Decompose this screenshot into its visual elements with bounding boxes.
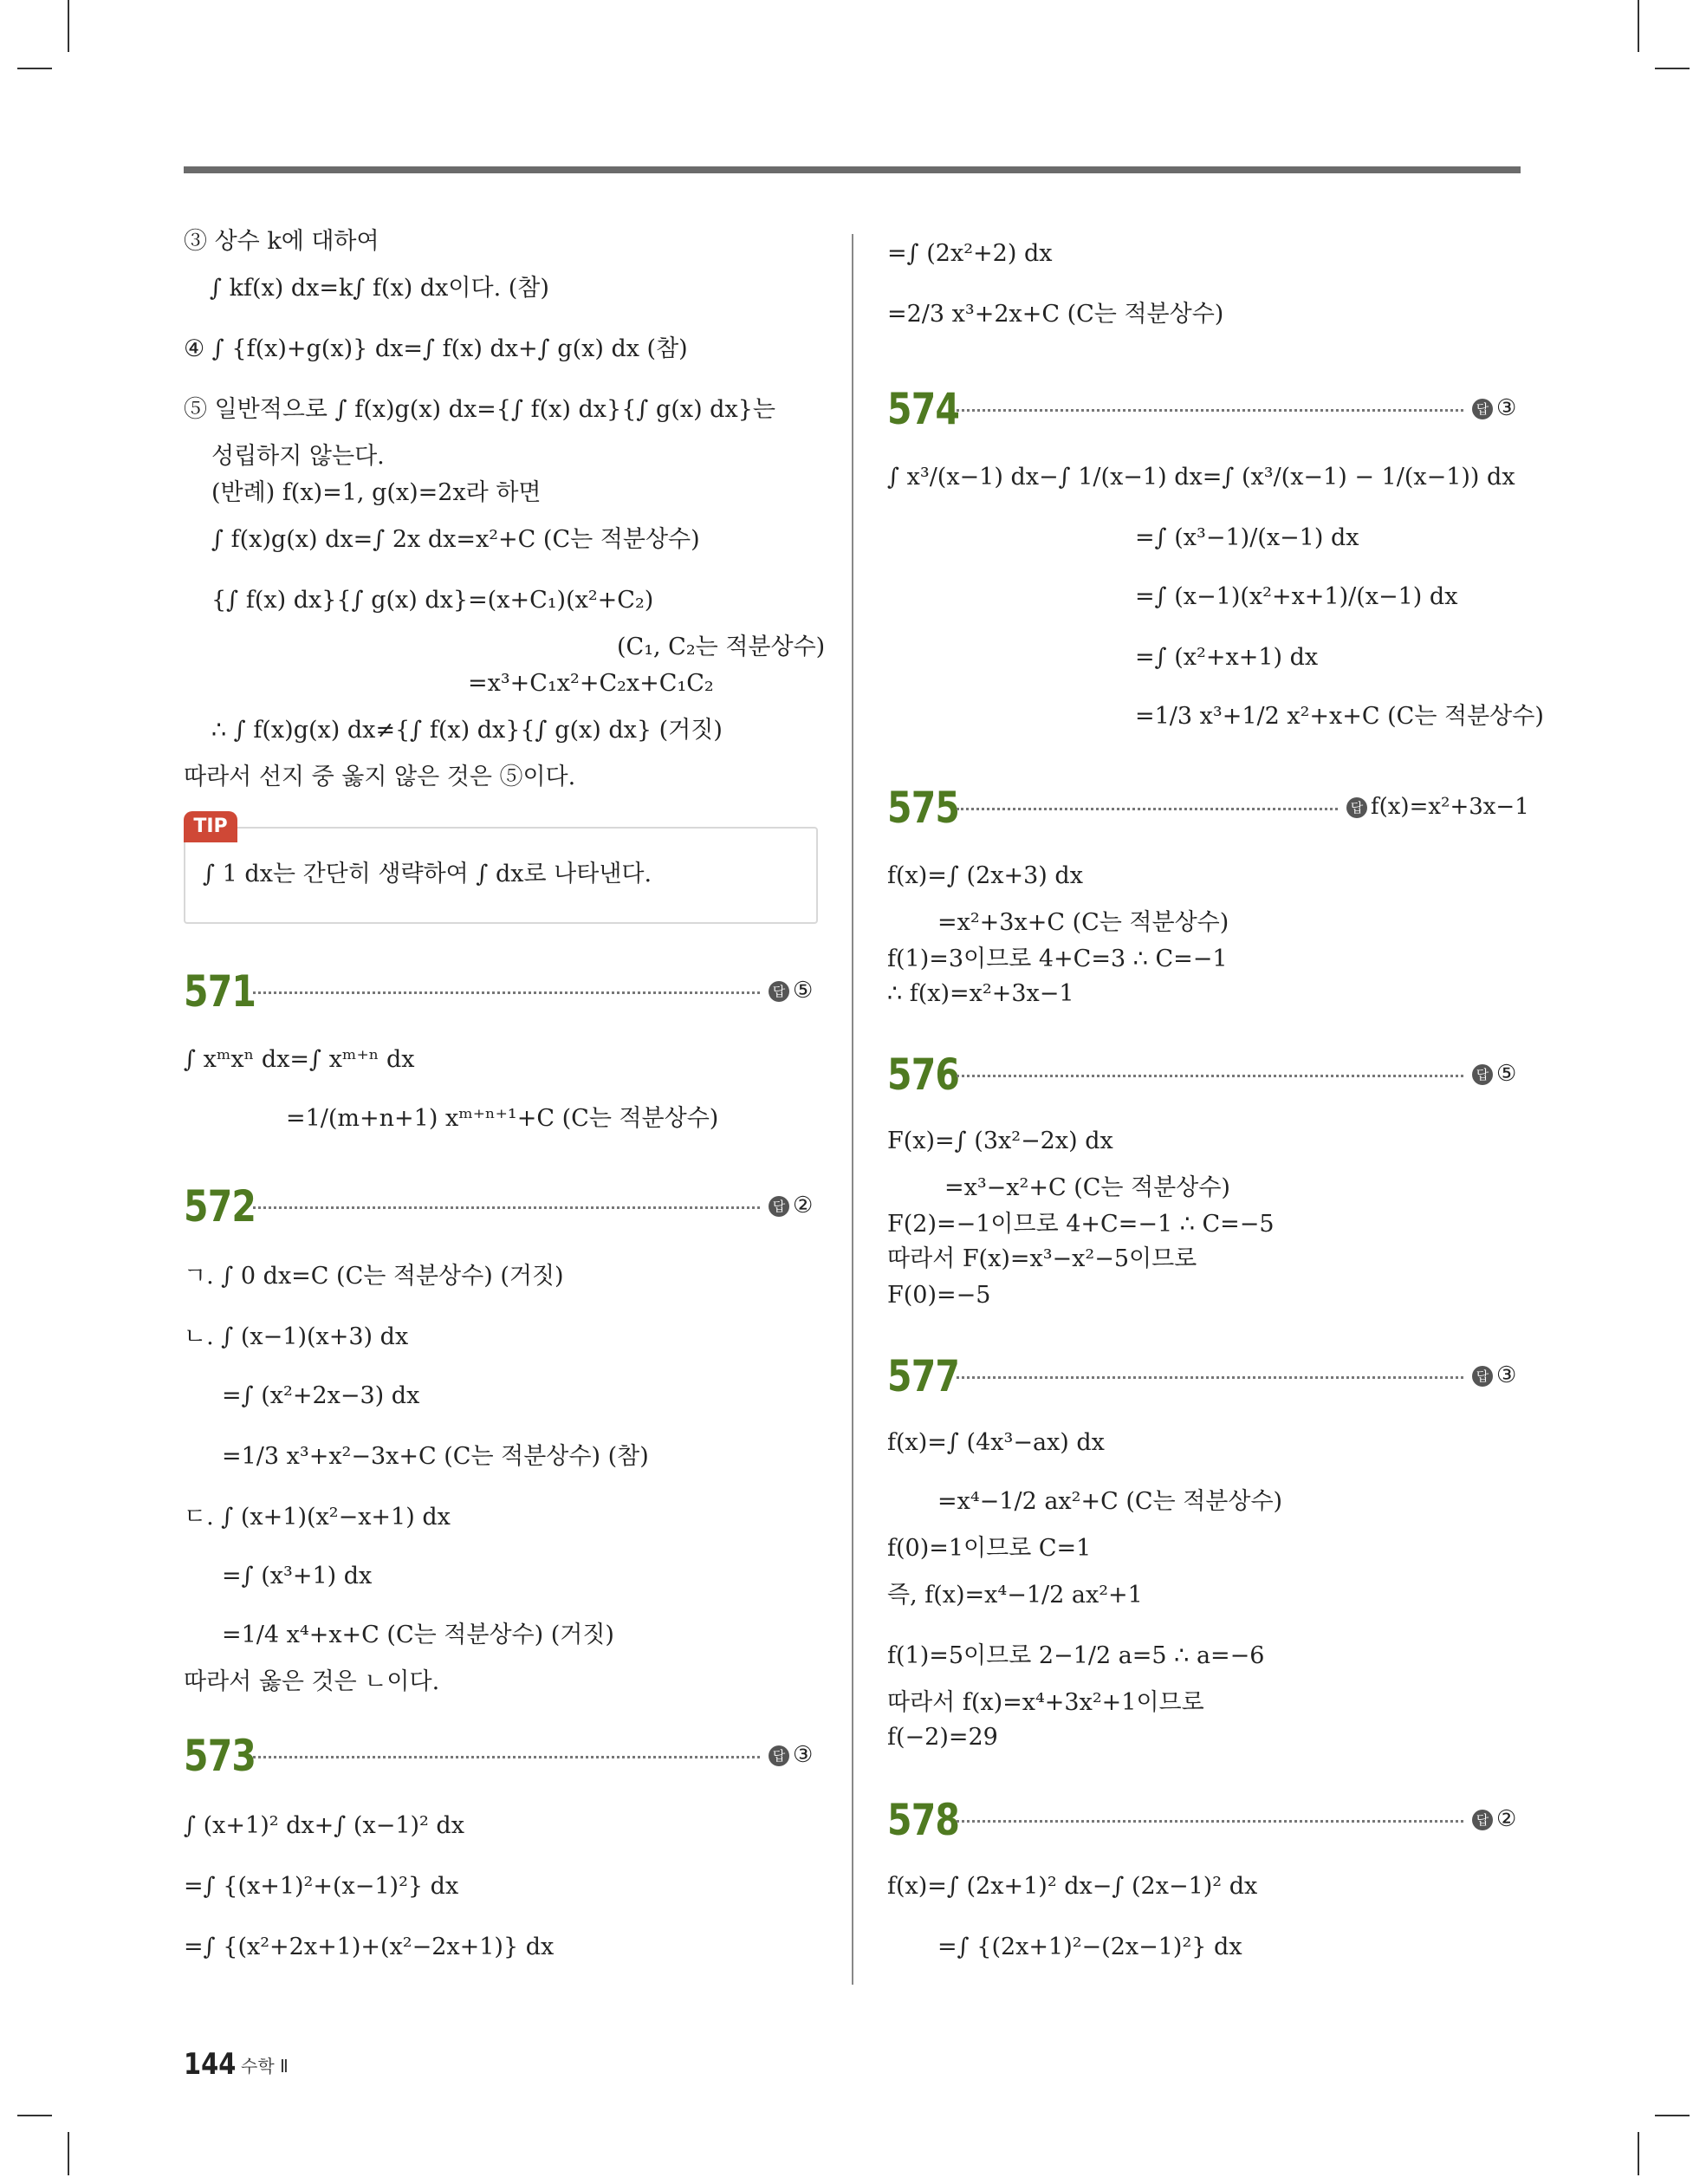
math-line: =∫ (2x²+2) dx bbox=[887, 240, 1053, 267]
answer-badge-icon: 답 bbox=[1472, 1366, 1493, 1387]
math-line: f(x)=∫ (4x³−ax) dx bbox=[887, 1429, 1105, 1456]
math-line: ∫ xᵐxⁿ dx=∫ xᵐ⁺ⁿ dx bbox=[184, 1046, 415, 1073]
problem-header-577 bbox=[887, 1350, 1521, 1402]
crop-mark bbox=[17, 2115, 52, 2116]
math-line: =x³+C₁x²+C₂x+C₁C₂ bbox=[468, 670, 714, 697]
math-line: ∫ x³/(x−1) dx−∫ 1/(x−1) dx=∫ (x³/(x−1) − 1/(x−1)) dx bbox=[887, 464, 1515, 491]
problem-header-576 bbox=[887, 1049, 1521, 1101]
answer-value: ⑤ bbox=[793, 978, 814, 1004]
text-line: ③ 상수 k에 대하여 bbox=[184, 228, 379, 255]
problem-number: 577 bbox=[887, 1351, 960, 1401]
crop-mark bbox=[1655, 2115, 1690, 2116]
tip-text: ∫ 1 dx는 간단히 생략하여 ∫ dx로 나타낸다. bbox=[203, 861, 652, 887]
dotted-leader bbox=[957, 409, 1463, 412]
header-rule bbox=[184, 166, 1521, 173]
answer-value: ③ bbox=[1496, 395, 1517, 421]
tip-box bbox=[184, 827, 818, 924]
math-line: 따라서 F(x)=x³−x²−5이므로 bbox=[887, 1245, 1197, 1272]
answer-value: ③ bbox=[793, 1742, 814, 1768]
math-line: ∴ f(x)=x²+3x−1 bbox=[887, 980, 1074, 1007]
math-line: ㄷ. ∫ (x+1)(x²−x+1) dx bbox=[184, 1504, 451, 1531]
math-line: F(x)=∫ (3x²−2x) dx bbox=[887, 1128, 1113, 1154]
crop-mark bbox=[1655, 68, 1690, 69]
answer-value: ② bbox=[1496, 1806, 1517, 1832]
answer-badge-icon: 답 bbox=[1472, 1810, 1493, 1830]
math-line: ④ ∫ {f(x)+g(x)} dx=∫ f(x) dx+∫ g(x) dx (참) bbox=[184, 335, 688, 362]
problem-number: 574 bbox=[887, 384, 960, 434]
answer-badge-icon: 답 bbox=[1472, 399, 1493, 419]
problem-header-574 bbox=[887, 383, 1521, 435]
answer-badge-icon: 답 bbox=[1346, 797, 1367, 818]
math-line: ⑤ 일반적으로 ∫ f(x)g(x) dx={∫ f(x) dx}{∫ g(x) dx}는 bbox=[184, 396, 775, 423]
math-line: ㄱ. ∫ 0 dx=C (C는 적분상수) (거짓) bbox=[184, 1263, 564, 1290]
answer-value: f(x)=x²+3x−1 bbox=[1371, 794, 1529, 820]
answer-label bbox=[1346, 792, 1529, 822]
crop-mark bbox=[68, 2132, 69, 2175]
dotted-leader bbox=[253, 1206, 760, 1209]
math-line: ∫ f(x)g(x) dx=∫ 2x dx=x²+C (C는 적분상수) bbox=[211, 526, 700, 553]
math-line: =2/3 x³+2x+C (C는 적분상수) bbox=[887, 301, 1224, 328]
math-line: f(0)=1이므로 C=1 bbox=[887, 1535, 1092, 1562]
problem-header-578 bbox=[887, 1794, 1521, 1846]
math-line: =∫ (x³−1)/(x−1) dx bbox=[1135, 524, 1359, 551]
math-line: =∫ {(2x+1)²−(2x−1)²} dx bbox=[937, 1934, 1242, 1960]
crop-mark bbox=[68, 0, 69, 52]
text-line: 성립하지 않는다. bbox=[211, 443, 385, 470]
problem-header-572 bbox=[184, 1180, 814, 1232]
problem-number: 578 bbox=[887, 1795, 960, 1845]
problem-number: 576 bbox=[887, 1050, 960, 1100]
dotted-leader bbox=[253, 1756, 760, 1758]
math-line: =∫ (x²+x+1) dx bbox=[1135, 644, 1319, 671]
answer-label bbox=[1472, 1361, 1516, 1390]
math-line: f(x)=∫ (2x+1)² dx−∫ (2x−1)² dx bbox=[887, 1873, 1258, 1900]
math-line: =x³−x²+C (C는 적분상수) bbox=[944, 1174, 1230, 1201]
answer-badge-icon: 답 bbox=[1472, 1064, 1493, 1085]
crop-mark bbox=[1638, 2132, 1639, 2175]
dotted-leader bbox=[253, 991, 760, 994]
math-line: f(−2)=29 bbox=[887, 1724, 998, 1751]
math-line: ㄴ. ∫ (x−1)(x+3) dx bbox=[184, 1323, 409, 1350]
math-line: F(0)=−5 bbox=[887, 1282, 991, 1309]
problem-header-575 bbox=[887, 782, 1529, 834]
page-number: 144 bbox=[184, 2047, 237, 2082]
math-line: =1/3 x³+x²−3x+C (C는 적분상수) (참) bbox=[222, 1443, 649, 1470]
problem-number: 573 bbox=[184, 1731, 256, 1781]
crop-mark bbox=[17, 68, 52, 69]
answer-badge-icon: 답 bbox=[769, 1745, 789, 1766]
answer-label bbox=[1472, 393, 1516, 423]
problem-header-573 bbox=[184, 1730, 814, 1782]
math-line: =x²+3x+C (C는 적분상수) bbox=[937, 909, 1229, 936]
math-line: {∫ f(x) dx}{∫ g(x) dx}=(x+C₁)(x²+C₂) bbox=[211, 587, 654, 614]
math-line: 즉, f(x)=x⁴−1/2 ax²+1 bbox=[887, 1582, 1143, 1609]
column-divider bbox=[852, 234, 853, 1985]
answer-label bbox=[1472, 1804, 1516, 1834]
math-line: =∫ (x³+1) dx bbox=[222, 1563, 373, 1589]
math-line: 따라서 f(x)=x⁴+3x²+1이므로 bbox=[887, 1689, 1204, 1716]
subject-label: 수학 Ⅱ bbox=[241, 2056, 289, 2077]
text-line: 따라서 옳은 것은 ㄴ이다. bbox=[184, 1668, 440, 1695]
text-line: (C₁, C₂는 적분상수) bbox=[617, 634, 826, 660]
math-line: =x⁴−1/2 ax²+C (C는 적분상수) bbox=[937, 1488, 1283, 1515]
text-line: (반례) f(x)=1, g(x)=2x라 하면 bbox=[211, 479, 542, 506]
math-line: =1/4 x⁴+x+C (C는 적분상수) (거짓) bbox=[222, 1622, 614, 1648]
text-line: 따라서 선지 중 옳지 않은 것은 ⑤이다. bbox=[184, 764, 576, 790]
math-line: =∫ {(x+1)²+(x−1)²} dx bbox=[184, 1873, 459, 1900]
dotted-leader bbox=[957, 808, 1338, 810]
crop-mark bbox=[1638, 0, 1639, 52]
answer-value: ③ bbox=[1496, 1362, 1517, 1388]
math-line: f(x)=∫ (2x+3) dx bbox=[887, 862, 1083, 889]
math-line: ∫ kf(x) dx=k∫ f(x) dx이다. (참) bbox=[210, 275, 549, 302]
answer-value: ② bbox=[793, 1193, 814, 1219]
problem-header-571 bbox=[184, 965, 814, 1017]
math-line: =∫ (x−1)(x²+x+1)/(x−1) dx bbox=[1135, 583, 1458, 610]
answer-badge-icon: 답 bbox=[769, 981, 789, 1002]
math-line: =∫ (x²+2x−3) dx bbox=[222, 1382, 420, 1409]
problem-number: 575 bbox=[887, 783, 960, 833]
math-line: f(1)=5이므로 2−1/2 a=5 ∴ a=−6 bbox=[887, 1642, 1265, 1669]
math-line: =1/(m+n+1) xᵐ⁺ⁿ⁺¹+C (C는 적분상수) bbox=[286, 1105, 719, 1132]
math-line: F(2)=−1이므로 4+C=−1 ∴ C=−5 bbox=[887, 1211, 1275, 1238]
answer-label bbox=[769, 1740, 813, 1770]
math-line: =1/3 x³+1/2 x²+x+C (C는 적분상수) bbox=[1135, 703, 1544, 730]
problem-number: 572 bbox=[184, 1181, 256, 1232]
tip-label: TIP bbox=[184, 811, 237, 842]
answer-label bbox=[769, 976, 813, 1005]
dotted-leader bbox=[957, 1376, 1463, 1379]
math-line: ∫ (x+1)² dx+∫ (x−1)² dx bbox=[184, 1812, 464, 1839]
answer-label bbox=[769, 1191, 813, 1220]
math-line: ∴ ∫ f(x)g(x) dx≠{∫ f(x) dx}{∫ g(x) dx} (거짓) bbox=[211, 717, 723, 744]
math-line: =∫ {(x²+2x+1)+(x²−2x+1)} dx bbox=[184, 1934, 555, 1960]
dotted-leader bbox=[957, 1075, 1463, 1077]
math-line: f(1)=3이므로 4+C=3 ∴ C=−1 bbox=[887, 946, 1228, 972]
answer-label bbox=[1472, 1059, 1516, 1089]
problem-number: 571 bbox=[184, 966, 256, 1017]
answer-value: ⑤ bbox=[1496, 1061, 1517, 1087]
answer-badge-icon: 답 bbox=[769, 1196, 789, 1217]
dotted-leader bbox=[957, 1820, 1463, 1823]
